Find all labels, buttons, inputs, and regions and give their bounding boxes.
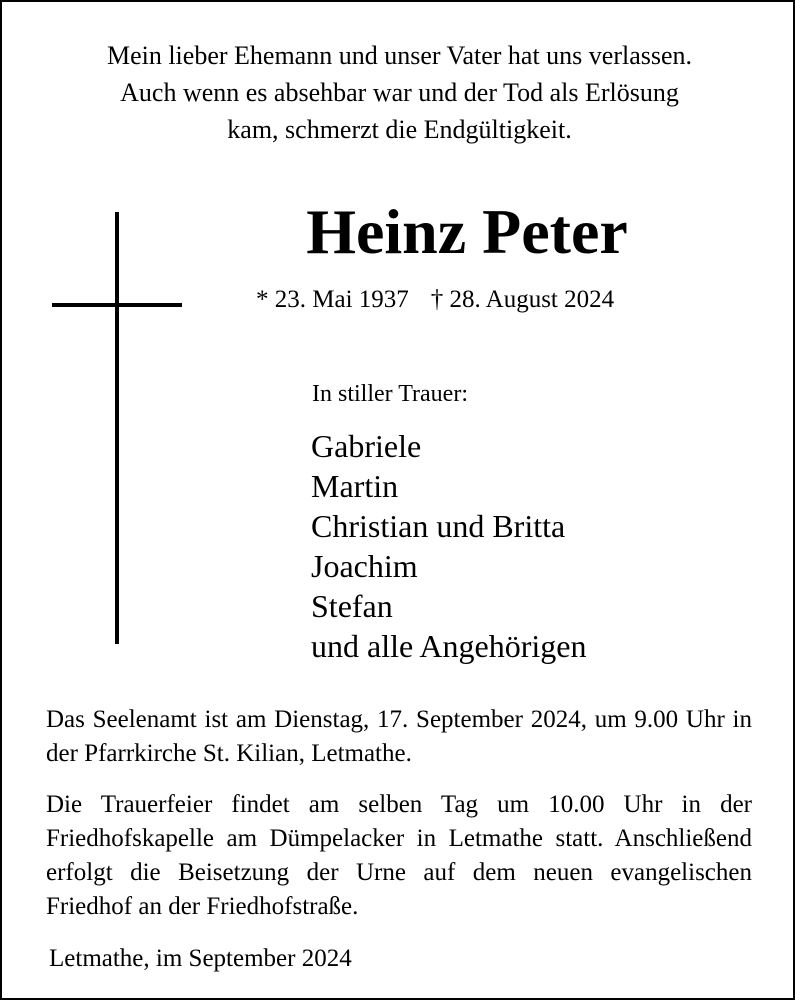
intro-line-3: kam, schmerzt die Endgültigkeit. [227, 115, 572, 144]
funeral-paragraph: Die Trauerfeier findet am selben Tag um 10.00 Uhr in der Friedhofskapelle am Dümpelacker in Letmathe statt. Anschließend erfolgt die Beisetzung der Urne auf dem neuen evangelischen Friedhof an der Friedhofstraße. [46, 791, 752, 920]
intro-line-1: Mein lieber Ehemann und unser Vater hat uns verlassen. [106, 41, 693, 70]
mourner-name: Joachim [311, 548, 418, 584]
mourner-name: Stefan [311, 588, 393, 624]
mourner-name: Christian und Britta [311, 508, 566, 544]
mourner-list [311, 426, 586, 666]
life-dates [256, 284, 614, 316]
cross-horizontal-bar [52, 303, 182, 307]
mourner-name: Martin [311, 468, 399, 504]
mourning-label: In stiller Trauer: [312, 381, 468, 407]
deceased-name: Heinz Peter [306, 196, 628, 267]
closing-line: Letmathe, im September 2024 [49, 945, 352, 972]
cross-icon [52, 212, 182, 644]
cross-vertical-bar [115, 212, 119, 644]
mourner-name: Gabriele [311, 428, 422, 464]
intro-text [2, 37, 795, 148]
requiem-paragraph: Das Seelenamt ist am Dienstag, 17. September 2024, um 9.00 Uhr in der Pfarrkirche St. Kilian, Letmathe. [46, 706, 752, 767]
death-date: † 28. August 2024 [430, 286, 615, 313]
birth-date: * 23. Mai 1937 [256, 286, 409, 313]
mourner-name: und alle Angehörigen [311, 628, 587, 664]
intro-line-2: Auch wenn es absehbar war und der Tod als Erlösung [120, 78, 679, 107]
